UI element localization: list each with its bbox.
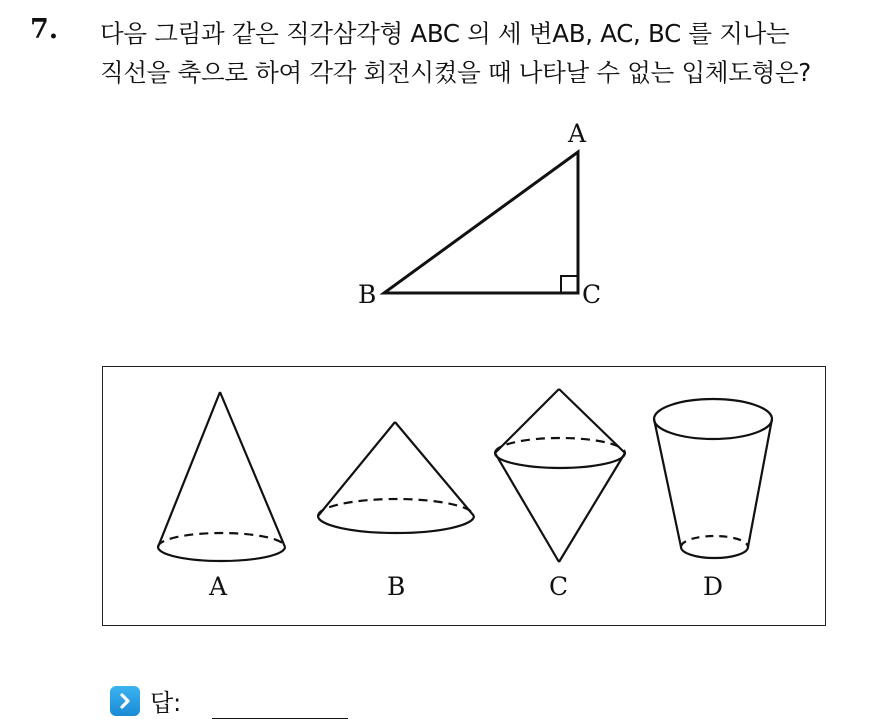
option-c-double-cone[interactable] bbox=[495, 389, 625, 601]
options-box bbox=[102, 366, 826, 626]
right-triangle-figure bbox=[350, 112, 630, 312]
option-label-d: D bbox=[703, 572, 724, 601]
answer-blank[interactable] bbox=[212, 718, 348, 719]
option-label-a: A bbox=[209, 572, 228, 601]
question-text-line-2: 직선을 축으로 하여 각각 회전시켰을 때 나타날 수 없는 입체도형은? bbox=[100, 58, 812, 87]
right-angle-marker bbox=[561, 276, 578, 293]
answer-label: 답: bbox=[150, 689, 182, 717]
answer-section bbox=[110, 683, 181, 718]
option-b-flat-cone[interactable] bbox=[318, 422, 474, 601]
option-label-c: C bbox=[549, 572, 569, 601]
option-d-frustum[interactable] bbox=[654, 399, 772, 601]
chevron-right-icon bbox=[110, 686, 140, 716]
question-text bbox=[100, 14, 870, 92]
triangle-outline bbox=[384, 152, 578, 293]
question-text-line-1: 다음 그림과 같은 직각삼각형 ABC 의 세 변AB, AC, BC 를 지나는 bbox=[100, 19, 790, 48]
option-a-cone[interactable] bbox=[158, 392, 285, 601]
options-figure bbox=[103, 367, 827, 627]
question-number: 7. bbox=[30, 14, 59, 45]
vertex-label-a: A bbox=[568, 119, 587, 148]
vertex-label-c: C bbox=[582, 280, 602, 309]
option-label-b: B bbox=[387, 572, 406, 601]
vertex-label-b: B bbox=[358, 280, 377, 309]
